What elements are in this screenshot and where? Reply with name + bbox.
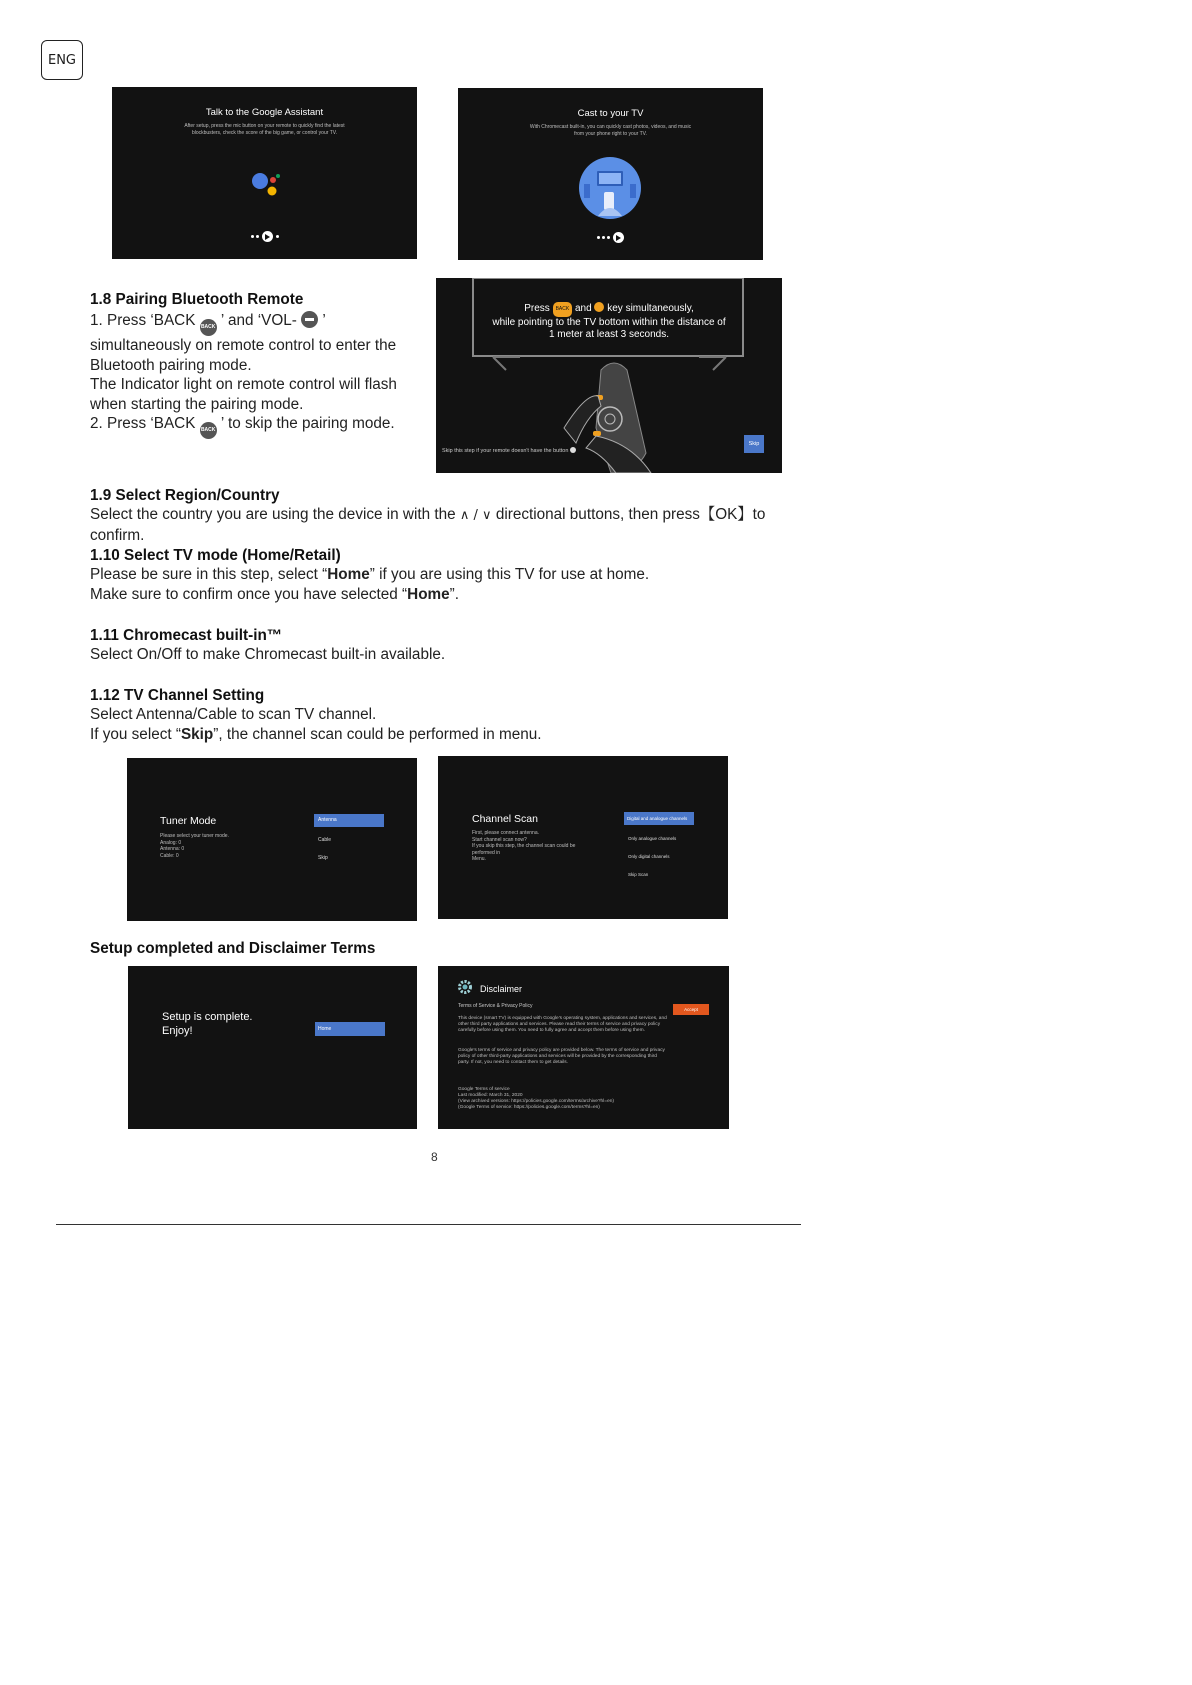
text: First, please connect antenna. xyxy=(472,830,539,836)
language-badge: ENG xyxy=(41,40,83,80)
vol-minus-key-icon xyxy=(301,311,318,328)
text: Bluetooth pairing mode. xyxy=(90,356,252,374)
assistant-desc: After setup, press the mic button on your remote to quickly find the latest blockbusters, check the score of the big game, or control your TV. xyxy=(184,123,345,136)
text: ”, the channel scan could be performed in menu. xyxy=(213,725,542,743)
text: (View archived versions: https://policies.google.com/terms/archive?hl=en) xyxy=(458,1099,615,1104)
text: when starting the pairing mode. xyxy=(90,395,304,413)
scan-desc xyxy=(472,830,592,863)
text: Home xyxy=(407,585,450,603)
minus-key-icon xyxy=(570,447,576,453)
channel-scan-screenshot xyxy=(438,756,728,919)
text: Start channel scan now? xyxy=(472,836,527,843)
text: Skip xyxy=(180,725,214,743)
text: Make sure to confirm once you have selected “ xyxy=(90,585,408,603)
page-number: 8 xyxy=(431,1150,438,1164)
disclaimer-paragraph-2: Google's terms of service and privacy policy are provided below. The terms of service and privacy policy of other third-party applications and services will be provided by the corresponding third party. If not, you need to contact them to get details. xyxy=(458,1048,665,1065)
back-key-icon: BACK xyxy=(553,302,573,317)
text: 1 meter at least 3 seconds. xyxy=(548,329,670,340)
scan-option-digital-analogue[interactable]: Digital and analogue channels xyxy=(624,812,694,825)
disclaimer-footer xyxy=(458,1087,688,1111)
text: while pointing to the TV bottom within the distance of xyxy=(492,316,726,328)
text: Last modified: March 31, 2020 xyxy=(458,1093,523,1098)
text: The Indicator light on remote control will flash xyxy=(90,376,397,393)
text: 1. Press ‘BACK xyxy=(90,312,196,329)
text: ” if you are using this TV for use at home. xyxy=(369,566,650,583)
scan-option-skip[interactable]: Skip Scan xyxy=(628,872,649,877)
text: If you select “ xyxy=(90,725,181,743)
disclaimer-paragraph-1: This device (smart TV) is equipped with Google's operating system, applications and services, and other third party applications and services. Please read their terms of service and privacy policy carefully before using them. You need to fully agree and accept them before using them. xyxy=(458,1016,667,1033)
tuner-option-antenna[interactable]: Antenna xyxy=(314,814,384,827)
text: directional buttons, then press【OK】to xyxy=(495,506,766,523)
pairing-screenshot xyxy=(436,278,782,473)
accept-button[interactable]: Accept xyxy=(673,1004,709,1015)
tuner-option-cable[interactable]: Cable xyxy=(318,837,332,843)
cast-title: Cast to your TV xyxy=(577,108,644,119)
minus-key-icon xyxy=(594,302,604,312)
section-1-11-heading: 1.11 Chromecast built-in™ xyxy=(90,627,283,644)
scan-option-digital[interactable]: Only digital channels xyxy=(628,854,670,859)
skip-button[interactable]: Skip xyxy=(744,435,764,453)
pager-dots xyxy=(112,228,417,246)
text: ’ xyxy=(322,312,326,329)
setup-complete-message xyxy=(162,1010,253,1038)
tuner-option-skip[interactable]: Skip xyxy=(318,855,328,861)
up-down-arrows-icon: ∧ / ∨ xyxy=(459,508,492,523)
text: Menu. xyxy=(472,856,486,862)
skip-note xyxy=(442,447,576,454)
section-1-9-heading: 1.9 Select Region/Country xyxy=(90,487,280,504)
tuner-desc xyxy=(160,833,229,859)
scan-title: Channel Scan xyxy=(472,813,538,825)
cast-illustration-icon xyxy=(578,156,642,220)
text: Press xyxy=(524,303,550,314)
settings-gear-icon xyxy=(457,979,473,995)
text: Enjoy! xyxy=(162,1025,193,1037)
section-1-8-heading: 1.8 Pairing Bluetooth Remote xyxy=(90,291,304,308)
text: (Google Terms of service: https://policies.google.com/terms?hl=en) xyxy=(458,1105,600,1110)
tuner-mode-screenshot xyxy=(127,758,417,921)
setup-complete-screenshot xyxy=(128,966,417,1129)
text: Google Terms of service xyxy=(458,1087,510,1092)
back-key-icon: BACK xyxy=(200,319,217,336)
text: Select the country you are using the device in with the xyxy=(90,506,456,523)
disclaimer-screenshot xyxy=(438,966,729,1129)
next-arrow-icon xyxy=(613,232,624,243)
scan-option-analogue[interactable]: Only analogue channels xyxy=(628,836,677,841)
page-divider xyxy=(56,1224,801,1225)
text: key simultaneously, xyxy=(607,303,694,314)
text: Select Antenna/Cable to scan TV channel. xyxy=(90,706,377,723)
text: Skip this step if your remote doesn't have the button xyxy=(442,448,569,454)
text: Please be sure in this step, select “ xyxy=(90,566,328,583)
text: ’ to skip the pairing mode. xyxy=(220,415,395,432)
cast-screenshot xyxy=(458,88,763,260)
tuner-title: Tuner Mode xyxy=(160,815,217,827)
text: Antenna: 0 xyxy=(160,846,185,852)
section-1-12-heading: 1.12 TV Channel Setting xyxy=(90,687,265,704)
text: 2. Press ‘BACK xyxy=(90,415,196,432)
text: If you skip this step, the channel scan could be performed in xyxy=(472,843,576,856)
cast-desc: With Chromecast built-in, you can quickly cast photos, videos, and music from your phone right to your TV. xyxy=(529,124,692,137)
section-1-12-body xyxy=(90,705,790,744)
disclaimer-title: Disclaimer xyxy=(480,984,523,994)
section-1-9-body xyxy=(90,505,790,545)
text: Setup is complete. xyxy=(162,1011,253,1023)
text: Analog: 0 xyxy=(160,839,182,846)
google-assistant-icon xyxy=(249,169,283,203)
back-key-icon: BACK xyxy=(200,422,217,439)
text: ’ and ‘VOL- xyxy=(220,312,297,329)
text: simultaneously on remote control to enter the xyxy=(90,337,397,354)
text: and xyxy=(574,303,592,314)
section-1-10-heading: 1.10 Select TV mode (Home/Retail) xyxy=(90,547,341,564)
home-button[interactable]: Home xyxy=(315,1022,385,1036)
next-arrow-icon xyxy=(262,231,273,242)
pager-dots xyxy=(458,229,763,247)
section-1-8-body xyxy=(90,311,420,439)
pairing-instructions xyxy=(436,302,782,342)
section-1-10-body xyxy=(90,565,790,604)
text: Please select your tuner mode. xyxy=(160,833,229,839)
assistant-screenshot xyxy=(112,87,417,259)
section-1-11-body: Select On/Off to make Chromecast built-in available. xyxy=(90,646,446,663)
setup-completed-heading: Setup completed and Disclaimer Terms xyxy=(90,940,376,957)
text: confirm. xyxy=(90,526,145,544)
text: ”. xyxy=(449,585,460,603)
text: Home xyxy=(327,566,370,583)
assistant-title: Talk to the Google Assistant xyxy=(205,107,324,118)
text: Cable: 0 xyxy=(160,852,179,859)
disclaimer-subtitle: Terms of Service & Privacy Policy xyxy=(458,1003,533,1009)
